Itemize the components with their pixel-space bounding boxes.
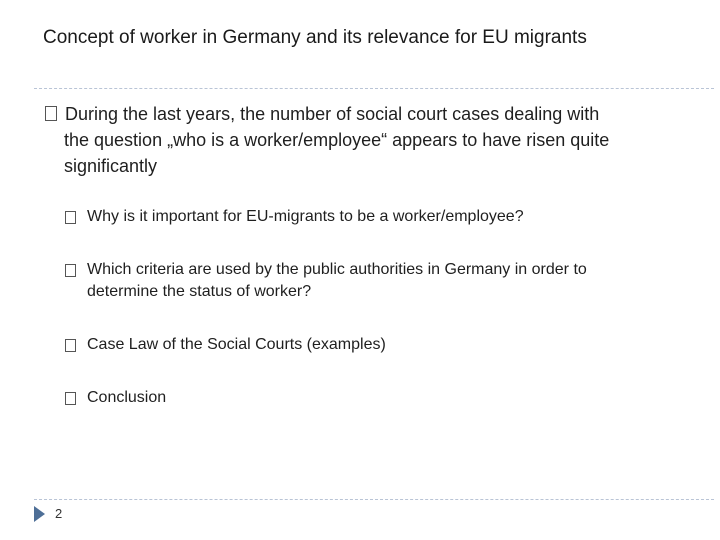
sub-bullet-line: determine the status of worker? — [87, 283, 312, 300]
page-number: 2 — [55, 506, 63, 521]
triangle-marker-icon — [34, 506, 45, 522]
main-bullet-line: significantly — [64, 156, 158, 176]
sub-bullet-line: Case Law of the Social Courts (examples) — [87, 336, 386, 353]
missing-glyph-box-icon — [45, 106, 57, 121]
sub-bullet-line: Conclusion — [87, 389, 167, 406]
missing-glyph-box-icon — [65, 211, 76, 224]
sub-bullet-1 — [87, 206, 707, 228]
main-bullet-line: During the last years, the number of social court cases dealing with — [65, 104, 600, 124]
main-bullet — [65, 101, 705, 179]
sub-bullet-3 — [87, 334, 707, 356]
bottom-divider — [34, 499, 714, 500]
missing-glyph-box-icon — [65, 264, 76, 277]
sub-bullet-line: Which criteria are used by the public authorities in Germany in order to — [87, 261, 587, 278]
main-bullet-line: the question „who is a worker/employee“ appears to have risen quite — [64, 130, 610, 150]
missing-glyph-box-icon — [65, 339, 76, 352]
sub-bullet-4 — [87, 387, 707, 409]
slide-title: Concept of worker in Germany and its relevance for EU migrants — [43, 27, 587, 48]
sub-bullet-line: Why is it important for EU-migrants to be a worker/employee? — [87, 208, 524, 225]
sub-bullet-2 — [87, 259, 707, 303]
missing-glyph-box-icon — [65, 392, 76, 405]
top-divider — [34, 88, 714, 89]
